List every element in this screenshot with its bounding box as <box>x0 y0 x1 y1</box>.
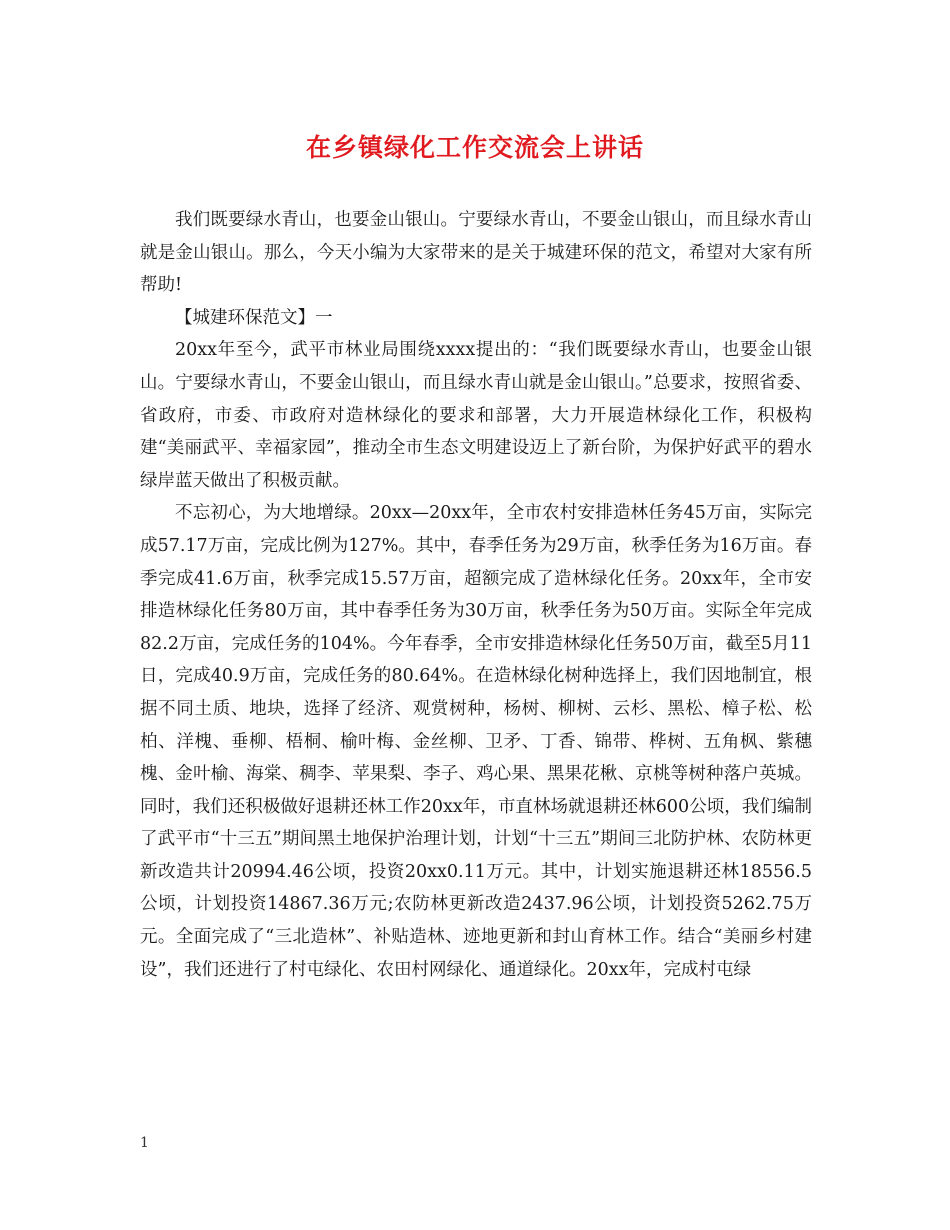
page-number: 1 <box>140 1135 149 1151</box>
body-paragraph: 20xx年至今，武平市林业局围绕xxxx提出的：“我们既要绿水青山，也要金山银山。宁要绿水青山，不要金山银山，而且绿水青山就是金山银山。”总要求，按照省委、省政府，市委、市政府对造林绿化的要求和部署，大力开展造林绿化工作，积极构建“美丽武平、幸福家园”，推动全市生态文明建设迈上了新台阶，为保护好武平的碧水绿岸蓝天做出了积极贡献。 <box>140 340 812 491</box>
page-title: 在乡镇绿化工作交流会上讲话 <box>305 133 644 162</box>
document-body <box>140 204 812 986</box>
body-paragraph: 不忘初心，为大地增绿。20xx—20xx年，全市农村安排造林任务45万亩，实际完成57.17万亩，完成比例为127%。其中，春季任务为29万亩，秋季任务为16万亩。春季完成41.6万亩，秋季完成15.57万亩，超额完成了造林绿化任务。20xx年，全市安排造林绿化任务80万亩，其中春季任务为30万亩，秋季任务为50万亩。实际全年完成82.2万亩，完成任务的104%。今年春季，全市安排造林绿化任务50万亩，截至5月11日，完成40.9万亩，完成任务的80.64%。在造林绿化树种选择上，我们因地制宜，根据不同土质、地块，选择了经济、观赏树种，杨树、柳树、云杉、黑松、樟子松、松柏、洋槐、垂柳、梧桐、榆叶梅、金丝柳、卫矛、丁香、锦带、桦树、五角枫、紫穗槐、金叶榆、海棠、稠李、苹果梨、李子、鸡心果、黑果花楸、京桃等树种落户英城。同时，我们还积极做好退耕还林工作20xx年，市直林场就退耕还林600公顷，我们编制了武平市“十三五”期间黑土地保护治理计划，计划“十三五”期间三北防护林、农防林更新改造共计20994.46公顷，投资20xx0.11万元。其中，计划实施退耕还林18556.5公顷，计划投资14867.36万元;农防林更新改造2437.96公顷，计划投资5262.75万元。全面完成了“三北造林”、补贴造林、迹地更新和封山育林工作。结合“美丽乡村建设”，我们还进行了村屯绿化、农田村网绿化、通道绿化。20xx年，完成村屯绿 <box>140 503 812 980</box>
section-heading: 【城建环保范文】一 <box>175 307 333 328</box>
intro-paragraph: 我们既要绿水青山，也要金山银山。宁要绿水青山，不要金山银山，而且绿水青山就是金山银山。那么，今天小编为大家带来的是关于城建环保的范文，希望对大家有所帮助! <box>140 210 812 296</box>
